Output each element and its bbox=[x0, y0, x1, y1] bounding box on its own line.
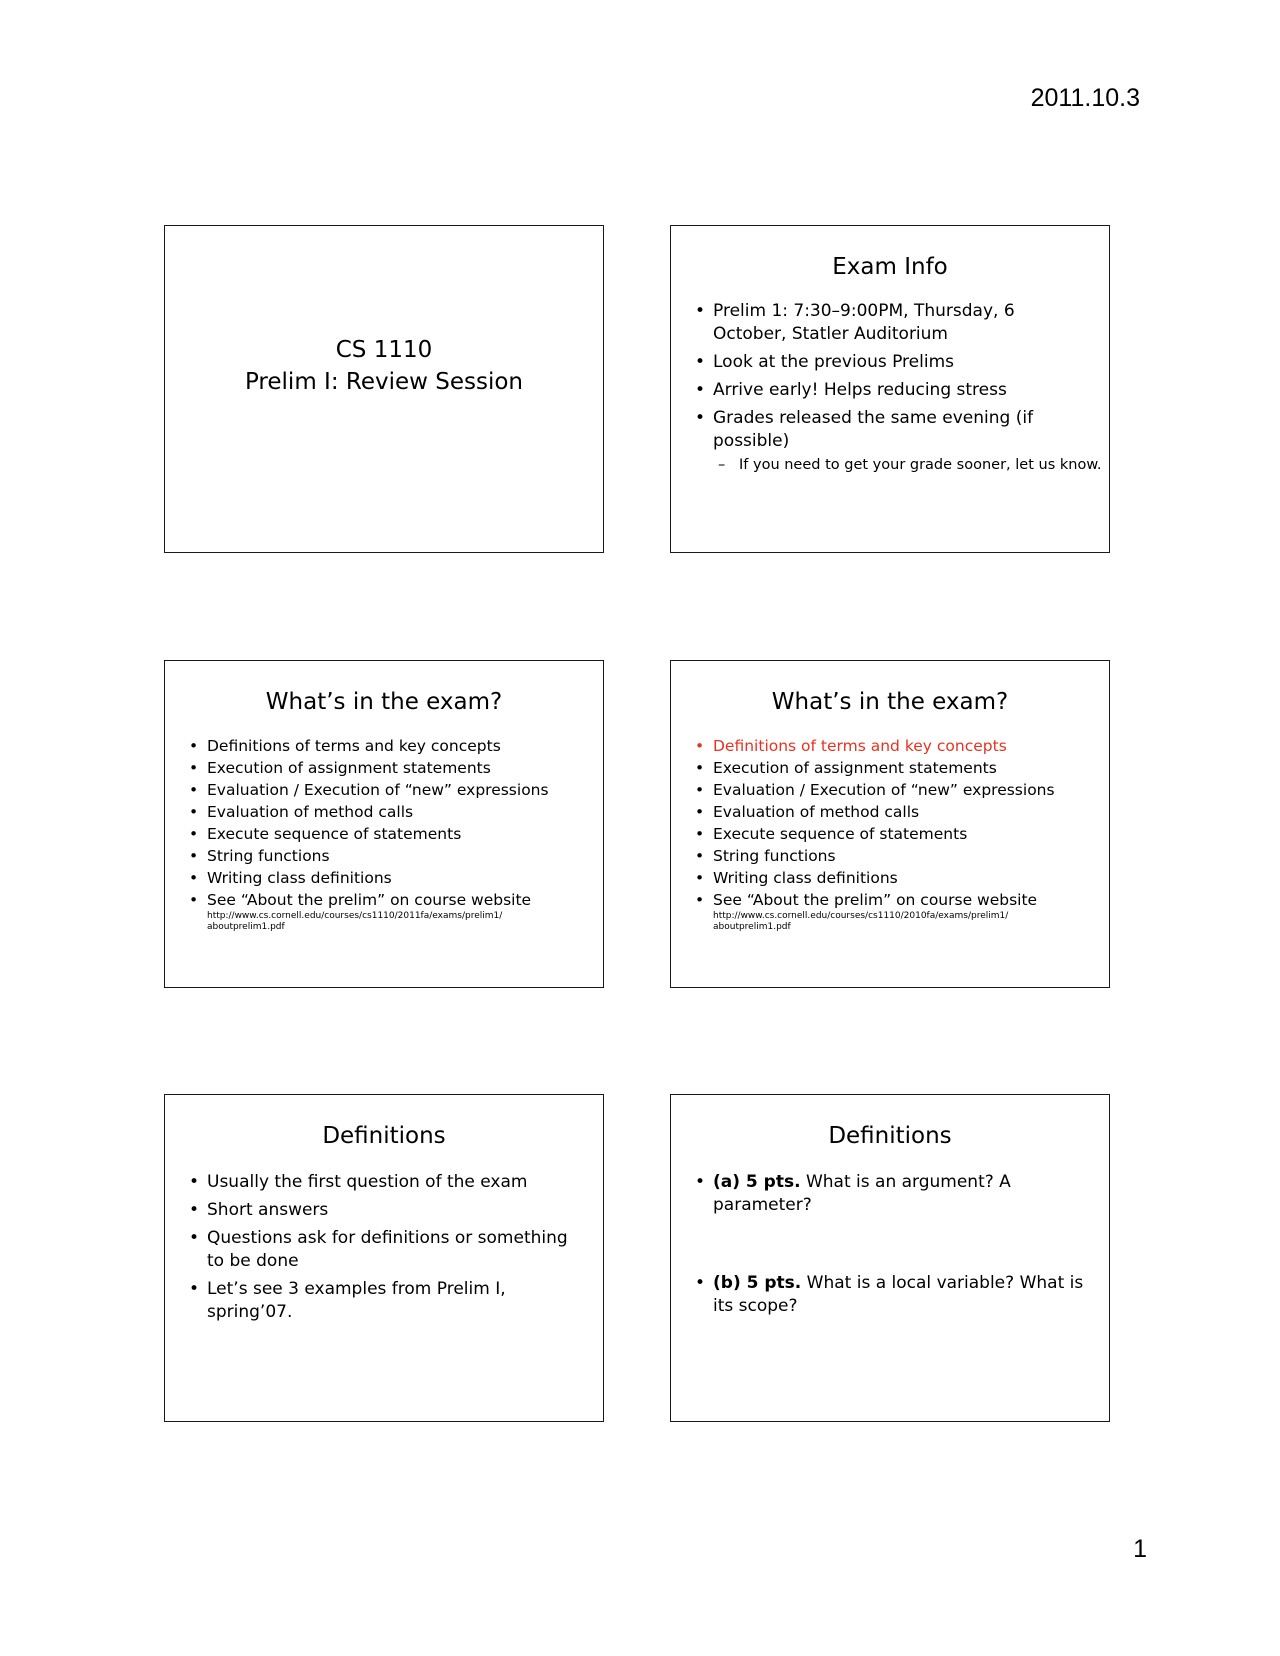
bullet-list bbox=[165, 735, 603, 911]
url-text: http://www.cs.cornell.edu/courses/cs1110/2010fa/exams/prelim1/ bbox=[713, 911, 1009, 921]
question-text: What is a local variable? What is its scope? bbox=[713, 1273, 1084, 1316]
sub-bullet-text: If you need to get your grade sooner, let us know. bbox=[739, 457, 1102, 473]
bullet-item: • Grades released the same evening (if possible) bbox=[713, 407, 1089, 453]
bullet-item: • Look at the previous Prelims bbox=[713, 351, 1089, 374]
session-title: Prelim I: Review Session bbox=[244, 369, 524, 395]
bullet-list bbox=[671, 300, 1109, 453]
bullet-list bbox=[165, 1171, 603, 1324]
url-text: aboutprelim1.pdf bbox=[713, 922, 791, 932]
slide-heading: Definitions bbox=[322, 1123, 446, 1149]
slide-exam-contents-highlighted bbox=[670, 660, 1110, 988]
slide-heading: Exam Info bbox=[832, 254, 948, 280]
question-label: (a) 5 pts. bbox=[713, 1172, 801, 1192]
question-label-paren bbox=[733, 1273, 801, 1293]
bullet-item: • Short answers bbox=[207, 1199, 583, 1222]
url-text: aboutprelim1.pdf bbox=[207, 922, 285, 932]
bullet-item: • Evaluation / Execution of “new” expressions bbox=[207, 779, 583, 801]
slide-exam-info bbox=[670, 225, 1110, 553]
question-item bbox=[713, 1272, 1089, 1318]
bullet-item: • String functions bbox=[207, 845, 583, 867]
slide-exam-contents bbox=[164, 660, 604, 988]
bullet-item: • Evaluation of method calls bbox=[207, 801, 583, 823]
slide-heading: What’s in the exam? bbox=[771, 689, 1009, 715]
bullet-item: • Questions ask for definitions or something to be done bbox=[207, 1227, 583, 1273]
bullet-item: • Evaluation of method calls bbox=[713, 801, 1089, 823]
bullet-item: • Evaluation / Execution of “new” expressions bbox=[713, 779, 1089, 801]
url-text: http://www.cs.cornell.edu/courses/cs1110/2011fa/exams/prelim1/ bbox=[207, 911, 503, 921]
bullet-item: • Writing class definitions bbox=[713, 867, 1089, 889]
slide-heading: What’s in the exam? bbox=[265, 689, 503, 715]
slide-definitions-questions bbox=[670, 1094, 1110, 1422]
question-list bbox=[671, 1171, 1109, 1318]
bullet-item: • Execution of assignment statements bbox=[207, 757, 583, 779]
slide-title-card bbox=[164, 225, 604, 553]
sub-bullet bbox=[713, 457, 1109, 473]
bullet-list bbox=[671, 735, 1109, 911]
course-title: CS 1110 bbox=[335, 337, 433, 363]
page-date: 2011.10.3 bbox=[1030, 84, 1140, 112]
bullet-item: • Let’s see 3 examples from Prelim I, spring’07. bbox=[207, 1278, 583, 1324]
bullet-item: • See “About the prelim” on course website bbox=[713, 889, 1089, 911]
bullet-item: • Arrive early! Helps reducing stress bbox=[713, 379, 1089, 402]
bullet-item-highlighted: • Definitions of terms and key concepts bbox=[713, 735, 1089, 757]
question-label-open: ( bbox=[713, 1273, 721, 1293]
bullet-item: • Execute sequence of statements bbox=[207, 823, 583, 845]
bullet-item: • Usually the first question of the exam bbox=[207, 1171, 583, 1194]
slide-definitions-intro bbox=[164, 1094, 604, 1422]
question-text: What is an argument? A parameter? bbox=[713, 1172, 1011, 1215]
bullet-item: • Definitions of terms and key concepts bbox=[207, 735, 583, 757]
dash-marker: – bbox=[718, 457, 726, 473]
question-label-close: ) 5 pts. bbox=[732, 1273, 802, 1293]
bullet-item: • See “About the prelim” on course website bbox=[207, 889, 583, 911]
question-label-letter: b bbox=[720, 1273, 733, 1293]
page-number: 1 bbox=[1133, 1535, 1147, 1563]
bullet-item: • Execute sequence of statements bbox=[713, 823, 1089, 845]
question-item bbox=[713, 1171, 1089, 1217]
bullet-item: • Writing class definitions bbox=[207, 867, 583, 889]
bullet-item: • String functions bbox=[713, 845, 1089, 867]
slide-heading: Definitions bbox=[828, 1123, 952, 1149]
bullet-item: • Execution of assignment statements bbox=[713, 757, 1089, 779]
bullet-item: • Prelim 1: 7:30–9:00PM, Thursday, 6 October, Statler Auditorium bbox=[713, 300, 1089, 346]
